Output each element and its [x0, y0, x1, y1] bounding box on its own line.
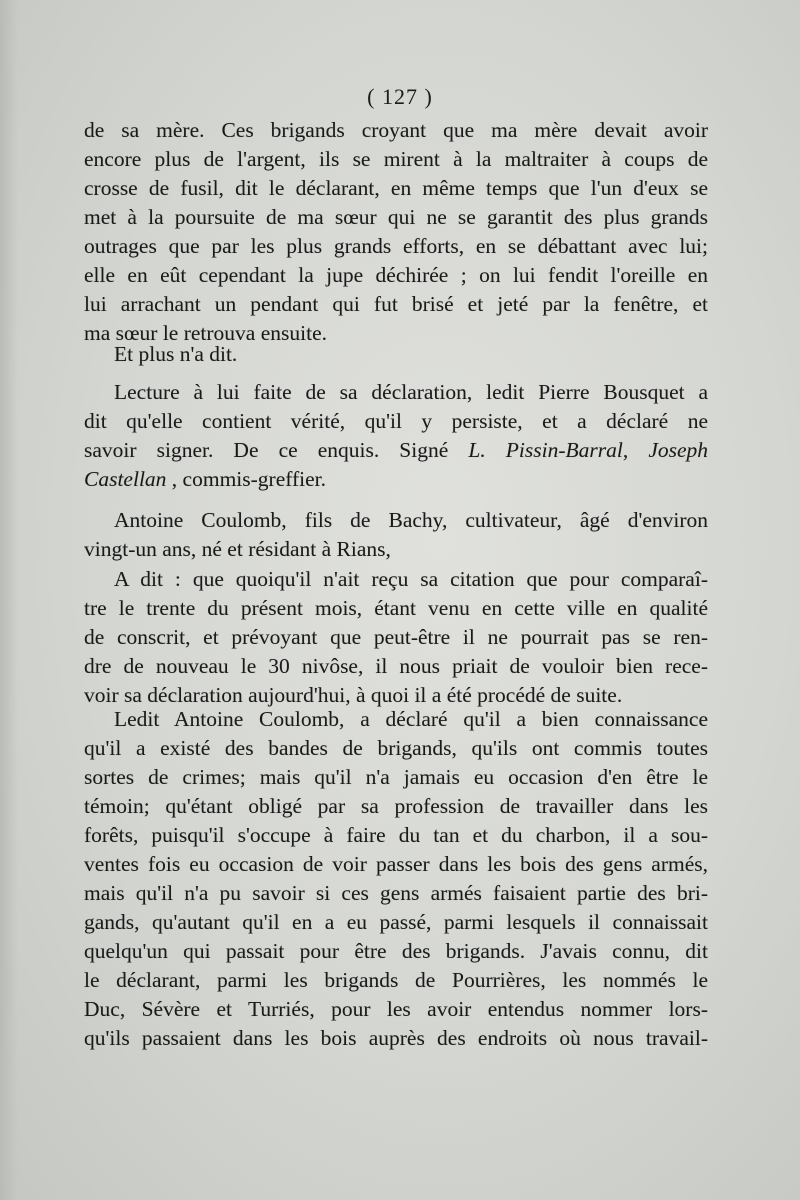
text-line: ma sœur le retrouva ensuite.	[84, 321, 327, 345]
text-line: sortes de crimes; mais qu'il n'a jamais eu occasion d'en être le	[84, 765, 708, 789]
text-line: Duc, Sévère et Turriés, pour les avoir entendus nommer lors-	[84, 997, 708, 1021]
text-line: mais qu'il n'a pu savoir si ces gens armés faisaient partie des bri-	[84, 881, 708, 905]
paragraph-summons	[84, 565, 708, 710]
text-line	[84, 465, 708, 494]
signature-intro: savoir signer. De ce enquis. Signé	[84, 438, 449, 462]
text-line: ventes fois eu occasion de voir passer dans les bois des gens armés,	[84, 852, 708, 876]
text-line: qu'il a existé des bandes de brigands, qu'ils ont commis toutes	[84, 736, 708, 760]
text-line: A dit : que quoiqu'il n'ait reçu sa citation que pour comparaî-	[114, 567, 708, 591]
text-line: dre de nouveau le 30 nivôse, il nous priait de vouloir bien rece-	[84, 654, 708, 678]
text-line: met à la poursuite de ma sœur qui ne se garantit des plus grands	[84, 205, 708, 229]
text-line: tre le trente du présent mois, étant venu en cette ville en qualité	[84, 596, 708, 620]
text-line: vingt-un ans, né et résidant à Rians,	[84, 537, 391, 561]
text-line: Ledit Antoine Coulomb, a déclaré qu'il a bien connaissance	[114, 707, 708, 731]
text-line: Antoine Coulomb, fils de Bachy, cultivateur, âgé d'environ	[114, 508, 708, 532]
signature-name-pissin-barral: L. Pissin-Barral	[468, 438, 623, 462]
paragraph-mother-beating	[84, 116, 708, 348]
text-line: témoin; qu'étant obligé par sa profession de travailler dans les	[84, 794, 708, 818]
text-line: elle en eût cependant la jupe déchirée ; on lui fendit l'oreille en	[84, 263, 708, 287]
signature-name-castellan: Castellan	[84, 467, 167, 491]
paragraph-end-statement	[84, 340, 708, 369]
text-line: lui arrachant un pendant qui fut brisé et jeté par la fenêtre, et	[84, 292, 708, 316]
text-line: Lecture à lui faite de sa déclaration, ledit Pierre Bousquet a	[114, 380, 708, 404]
text-line: gands, qu'autant qu'il en a eu passé, parmi lesquels il connaissait	[84, 910, 708, 934]
clerk-title: , commis-greffier.	[171, 467, 327, 491]
page-number: ( 127 )	[367, 84, 433, 109]
text-line: le déclarant, parmi les brigands de Pourrières, les nommés le	[84, 968, 708, 992]
text-line: dit qu'elle contient vérité, qu'il y persiste, et a déclaré ne	[84, 409, 708, 433]
text-line: encore plus de l'argent, ils se mirent à la maltraiter à coups de	[84, 147, 708, 171]
text-line: voir sa déclaration aujourd'hui, à quoi il a été procédé de suite.	[84, 683, 623, 707]
paragraph-coulomb-testimony	[84, 705, 708, 1053]
text-line signature-line: savoir signer. De ce enquis. Signé L. Pissin-Barral, Joseph	[84, 438, 708, 462]
paragraph-witness-intro	[84, 506, 708, 564]
text-line: de sa mère. Ces brigands croyant que ma mère devait avoir	[84, 118, 708, 142]
text-line: qu'ils passaient dans les bois auprès des endroits où nous travail-	[84, 1026, 708, 1050]
text-line: de conscrit, et prévoyant que peut-être il ne pourrait pas se ren-	[84, 625, 708, 649]
paragraph-reading-signature	[84, 378, 708, 494]
text-line: Et plus n'a dit.	[114, 342, 238, 366]
text-line: outrages que par les plus grands efforts, en se débattant avec lui;	[84, 234, 708, 258]
text-line: crosse de fusil, dit le déclarant, en même temps que l'un d'eux se	[84, 176, 708, 200]
signature-name-joseph: Joseph	[648, 438, 708, 462]
text-line: forêts, puisqu'il s'occupe à faire du tan et du charbon, il a sou-	[84, 823, 708, 847]
text-line: quelqu'un qui passait pour être des brigands. J'avais connu, dit	[84, 939, 708, 963]
